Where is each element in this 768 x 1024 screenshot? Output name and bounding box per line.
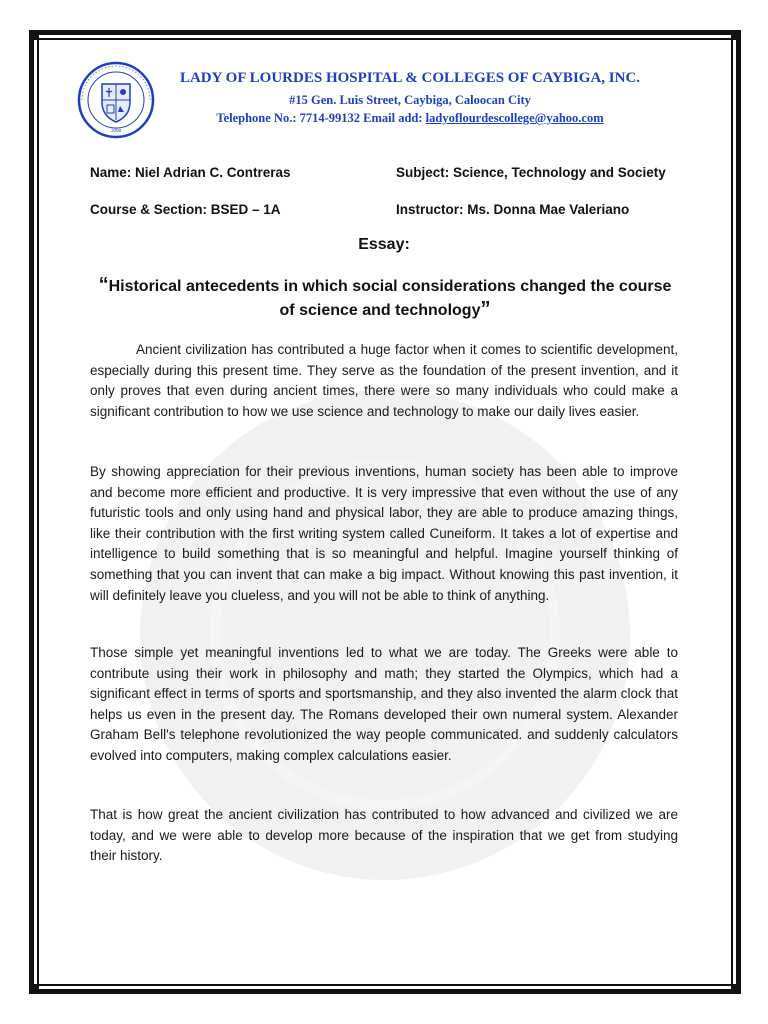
essay-paragraph-1: Ancient civilization has contributed a huge factor when it comes to scientific development, especially during this present time. They serve as the foundation of the present invention, and it only proves that even during ancient times, there were so many individuals who could make a significant contribution to how we use science and technology to make our daily lives easier. [90,342,678,419]
instructor: Instructor: Ms. Donna Mae Valeriano [396,202,630,217]
essay-paragraph-4: That is how great the ancient civilization has contributed to how advanced and civilized we are today, and we were able to develop more because of the inspiration that we get from studying their history. [90,807,678,864]
essay-paragraph-3: Those simple yet meaningful inventions led to what we are today. The Greeks were able to contribute using their work in philosophy and math; they started the Olympics, which had a significant effect in terms of sports and sportsmanship, and they also invented the alarm clock that helps us even in the present day. The Romans developed their own numeral system. Alexander Graham Bell's telephone revolutionized the way people communicated. and suddenly calculators evolved into computers, making complex calculations easier. [90,645,678,763]
student-name: Name: Niel Adrian C. Contreras [90,165,291,180]
essay-label: Essay: [358,236,410,253]
essay-paragraph-2: By showing appreciation for their previous inventions, human society has been able to improve and become more efficient and productive. It is very impressive that even without the use of any futuristic tools and only using hand and physical labor, they are able to produce amazing things, like their contribution with the first writing system called Cuneiform. It takes a lot of expertise and intelligence to build something that is so meaningful and helpful. Imagine yourself thinking of something that you can invent that can make a big impact. Without knowing this past invention, it will definitely leave you clueless, and you will not be able to think of anything. [90,464,678,603]
school-address: #15 Gen. Luis Street, Caybiga, Caloocan City [289,93,531,107]
essay-title [90,274,680,322]
border-corner-bottom-right [731,984,741,994]
border-corner-top-right [731,30,741,40]
border-corner-top-left [29,30,39,40]
border-corner-bottom-left [29,984,39,994]
essay-title-open-quote: “ [98,274,109,296]
essay-title-close-quote: ” [480,298,491,320]
subject: Subject: Science, Technology and Society [396,165,666,180]
email-link[interactable]: ladyoflourdescollege@yahoo.com [425,111,604,125]
essay-title-text: Historical antecedents in which social considerations changed the course of science and technology [108,278,672,319]
school-seal-logo [76,60,156,140]
course-section: Course & Section: BSED – 1A [90,202,281,217]
school-name: LADY OF LOURDES HOSPITAL & COLLEGES OF CAYBIGA, INC. [179,70,641,86]
contact-telephone: Telephone No.: 7714-99132 Email add: [216,111,426,125]
school-contact [150,111,670,126]
logo-year: 2008 [111,129,121,134]
